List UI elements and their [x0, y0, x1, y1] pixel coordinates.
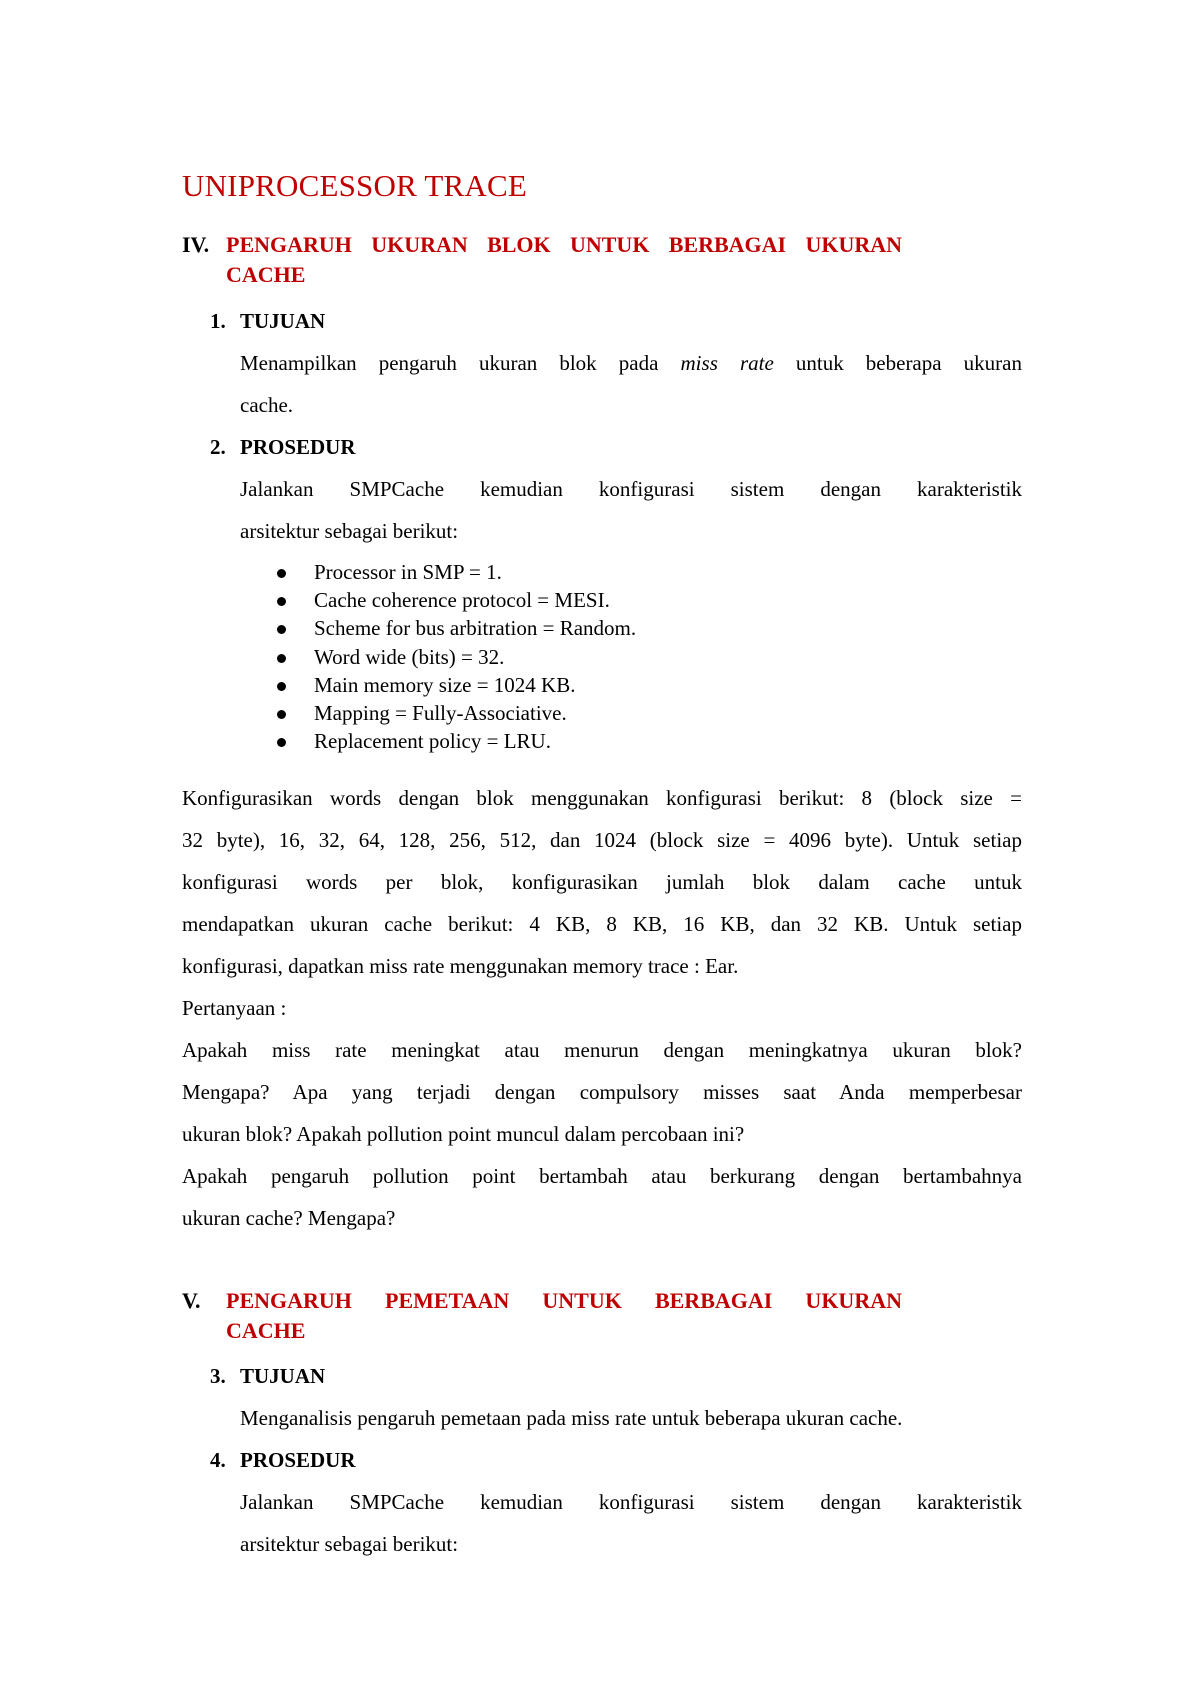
tujuan-label-1: TUJUAN	[240, 309, 326, 333]
prosedur-text-2	[240, 468, 1022, 552]
prosedur-number-2: 2.	[210, 435, 226, 459]
tujuan-heading-1	[210, 307, 325, 335]
prosedur-text-2-line1: Jalankan SMPCache kemudian konfigurasi sistem dengan karakteristik	[240, 477, 1022, 501]
list-item: Cache coherence protocol = MESI.	[240, 586, 636, 614]
list-item: Processor in SMP = 1.	[240, 558, 636, 586]
question-2: Apakah pengaruh pollution point bertambah atau berkurang dengan bertambahnya ukuran cache? Mengapa?	[182, 1164, 1022, 1230]
config-paragraph: Konfigurasikan words dengan blok menggunakan konfigurasi berikut: 8 (block size = 32 byte), 16, 32, 64, 128, 256, 512, dan 1024 (block size = 4096 byte). Untuk setiap konfigurasi words per blok, konfigurasikan jumlah blok dalam cache untuk mendapatkan ukuran cache berikut: 4 KB, 8 KB, 16 KB, dan 32 KB. Untuk setiap konfigurasi, dapatkan miss rate menggunakan memory trace : Ear.	[182, 786, 1022, 978]
section-4-number: IV.	[182, 232, 210, 257]
prosedur-text-4: Jalankan SMPCache kemudian konfigurasi sistem dengan karakteristik arsitektur sebagai berikut:	[240, 1490, 1022, 1556]
prosedur-label-2: PROSEDUR	[240, 435, 356, 459]
section-4-heading-line1: PENGARUH UKURAN BLOK UNTUK BERBAGAI UKURAN	[226, 232, 902, 257]
section-5-heading-line2: CACHE	[226, 1318, 306, 1343]
question-1: Apakah miss rate meningkat atau menurun dengan meningkatnya ukuran blok? Mengapa? Apa yang terjadi dengan compulsory misses saat Anda memperbesar ukuran blok? Apakah pollution point muncul dalam percobaan ini?	[182, 1038, 1022, 1146]
tujuan-heading-3	[210, 1362, 325, 1390]
list-item: Main memory size = 1024 KB.	[240, 671, 636, 699]
prosedur-number-4: 4.	[210, 1448, 226, 1472]
list-item: Word wide (bits) = 32.	[240, 643, 636, 671]
list-item: Scheme for bus arbitration = Random.	[240, 614, 636, 642]
tujuan-number-3: 3.	[210, 1364, 226, 1388]
tujuan-text-3: Menganalisis pengaruh pemetaan pada miss rate untuk beberapa ukuran cache.	[240, 1406, 903, 1430]
tujuan-number-1: 1.	[210, 309, 226, 333]
prosedur-text-2-line2: arsitektur sebagai berikut:	[240, 519, 459, 543]
list-item: Mapping = Fully-Associative.	[240, 699, 636, 727]
prosedur-heading-2	[210, 433, 356, 461]
question-label: Pertanyaan :	[182, 996, 287, 1020]
tujuan-label-3: TUJUAN	[240, 1364, 326, 1388]
prosedur-label-4: PROSEDUR	[240, 1448, 356, 1472]
architecture-list	[240, 558, 636, 755]
tujuan-text-1-line2: cache.	[240, 393, 294, 417]
tujuan-text-1-emphasis: miss rate	[680, 351, 774, 375]
section-4-heading-line2: CACHE	[226, 262, 306, 287]
tujuan-text-1	[240, 342, 1022, 426]
tujuan-text-1-part-b: untuk beberapa ukuran	[795, 351, 1022, 375]
prosedur-heading-4	[210, 1446, 356, 1474]
tujuan-text-1-part-a: Menampilkan pengaruh ukuran blok pada	[240, 351, 659, 375]
section-5-number: V.	[182, 1288, 201, 1313]
list-item: Replacement policy = LRU.	[240, 727, 636, 755]
section-5-heading-line1: PENGARUH PEMETAAN UNTUK BERBAGAI UKURAN	[226, 1288, 902, 1313]
document-title: UNIPROCESSOR TRACE	[182, 168, 527, 203]
